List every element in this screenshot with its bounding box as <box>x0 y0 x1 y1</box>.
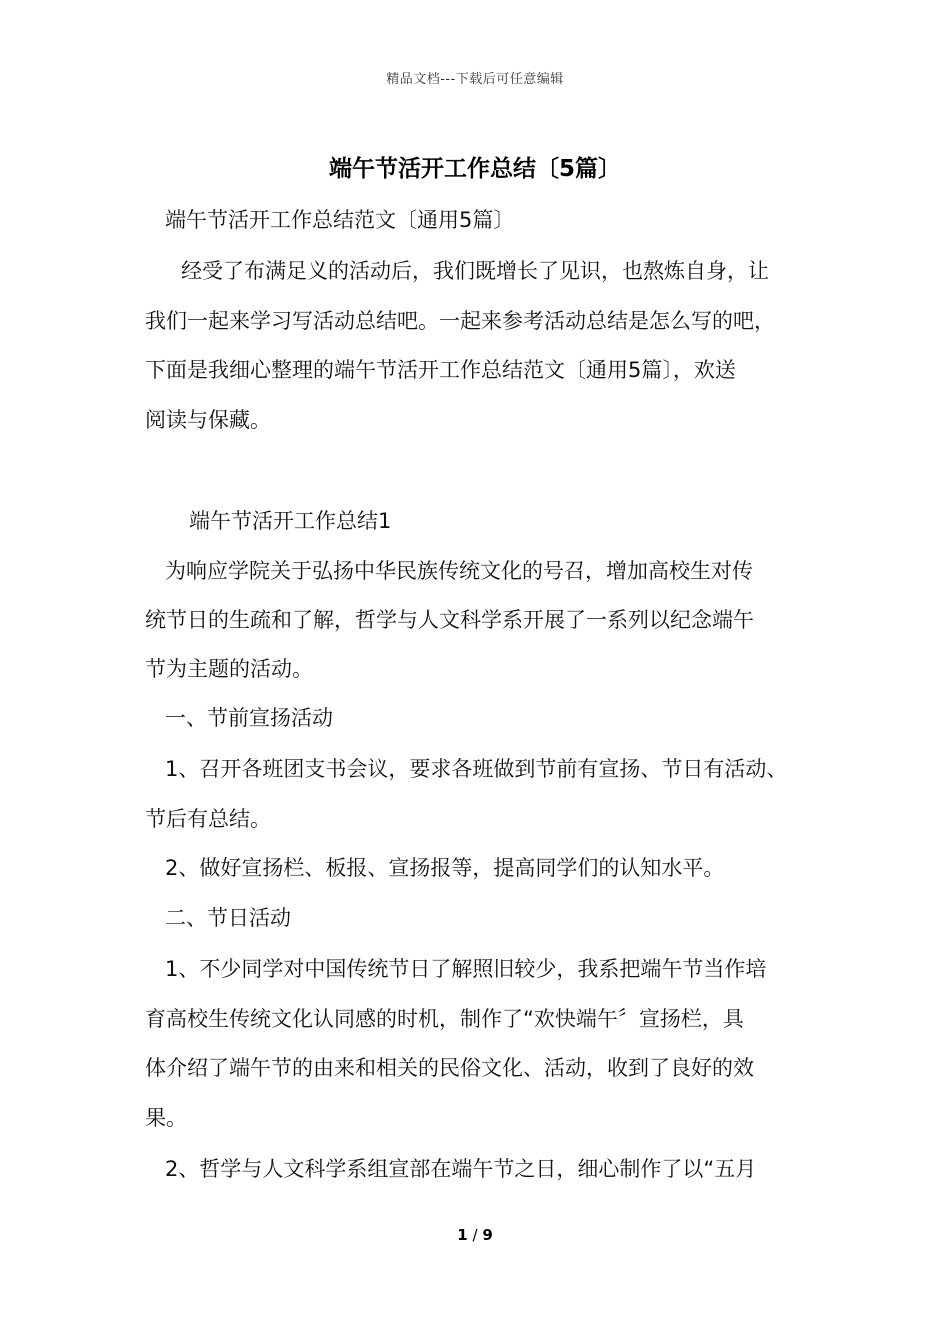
section-para-line-3: 节为主题的活动。 <box>145 657 313 681</box>
intro-line-3: 下面是我细心整理的端午节活开工作总结范文〔通用5篇〕，欢送 <box>145 358 736 382</box>
section-heading: 端午节活开工作总结1 <box>189 509 392 533</box>
part2-item1-line-4: 果。 <box>145 1106 187 1130</box>
intro-line-4: 阅读与保藏。 <box>145 408 271 432</box>
part1-item1-line-2: 节后有总结。 <box>145 807 271 831</box>
page-number <box>0 1226 950 1244</box>
part2-item2-line-1: 2、哲学与人文科学系组宣部在端午节之日，细心制作了以“五月 <box>165 1157 757 1181</box>
page-header: 精品文档---下载后可任意编辑 <box>386 72 564 87</box>
intro-line-2: 我们一起来学习写活动总结吧。一起来参考活动总结是怎么写的吧， <box>145 309 775 333</box>
section-para-line-1: 为响应学院关于弘扬中华民族传统文化的号召，增加高校生对传 <box>165 559 753 583</box>
section-para-line-2: 统节日的生疏和了解，哲学与人文科学系开展了一系列以纪念端午 <box>145 608 754 632</box>
part2-item1-line-3: 体介绍了端午节的由来和相关的民俗文化、活动，收到了良好的效 <box>145 1056 754 1080</box>
part2-heading: 二、节日活动 <box>165 906 291 930</box>
document-title: 端午节活开工作总结〔5篇〕 <box>328 156 621 182</box>
page-current: 1 <box>457 1226 468 1244</box>
part2-item1-line-1: 1、不少同学对中国传统节日了解照旧较少，我系把端午节当作培 <box>165 957 767 981</box>
part1-item2: 2、做好宣扬栏、板报、宣扬报等，提高同学们的认知水平。 <box>165 856 725 880</box>
part1-item1-line-1: 1、召开各班团支书会议，要求各班做到节前有宣扬、节日有活动、 <box>165 757 788 781</box>
intro-line-1: 经受了布满足义的活动后，我们既增长了见识，也熬炼自身，让 <box>181 259 769 283</box>
part2-item1-line-2: 育高校生传统文化认同感的时机，制作了“欢快端午〞宣扬栏，具 <box>145 1007 744 1031</box>
page-total: 9 <box>482 1226 493 1244</box>
part1-heading: 一、节前宣扬活动 <box>165 706 333 730</box>
document-subtitle: 端午节活开工作总结范文〔通用5篇〕 <box>165 208 515 232</box>
page-separator: / <box>472 1226 478 1244</box>
